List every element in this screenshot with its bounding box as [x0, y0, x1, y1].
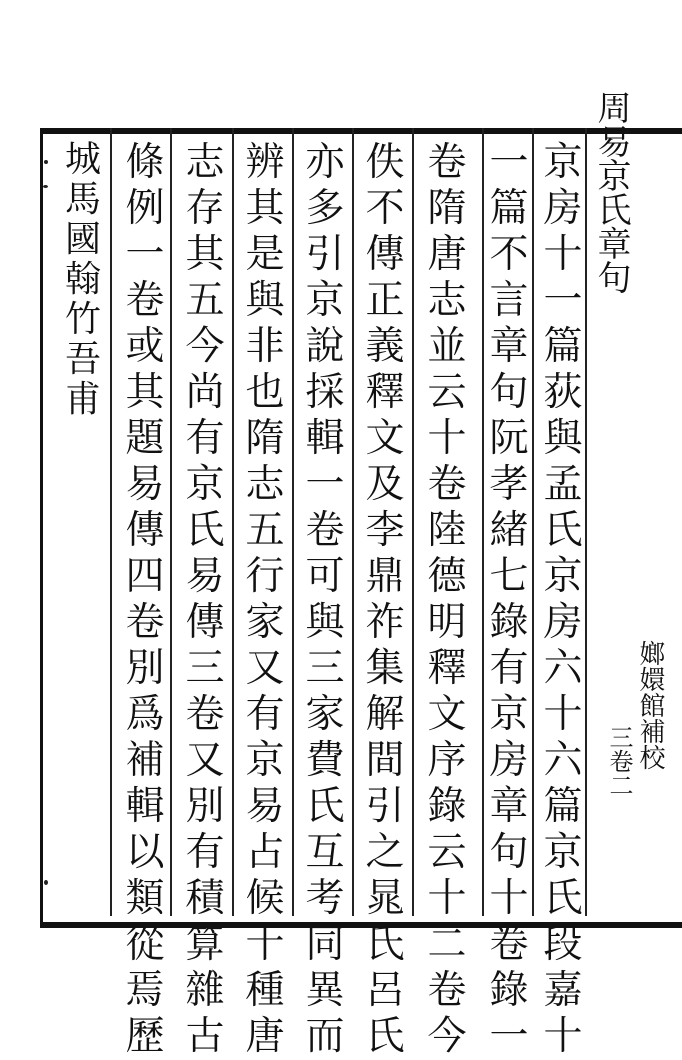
- text-column-2: 一篇不言章句阮孝緒七錄有京房章句十卷錄一: [489, 140, 529, 1059]
- column-rule: [532, 128, 534, 916]
- text-column-5: 亦多引京說採輯一卷可與三家費氏互考同異而: [305, 140, 345, 1059]
- text-column-8: 條例一卷或其題易傳四卷別爲補輯以類從焉歷: [125, 140, 165, 1059]
- volume-label: 三卷二: [605, 725, 633, 797]
- column-rule: [412, 128, 414, 916]
- text-column-3: 卷隋唐志並云十卷陸德明釋文序錄云十二卷今: [427, 140, 467, 1059]
- text-column-4: 佚不傳正義釋文及李鼎祚集解間引之晁氏呂氏: [365, 140, 405, 1059]
- ink-speck: [44, 160, 48, 164]
- text-column-1: 京房十一篇荻與孟氏京房六十六篇京氏段嘉十: [543, 140, 583, 1059]
- column-rule: [292, 128, 294, 916]
- author-signature-column: 城馬國翰竹吾甫: [64, 139, 101, 420]
- column-rule: [110, 128, 112, 916]
- book-title: 周易京氏章句: [591, 90, 631, 294]
- column-rule: [482, 128, 484, 916]
- text-column-6: 辨其是與非也隋志五行家又有京易占候十種唐: [245, 140, 285, 1059]
- column-rule: [352, 128, 354, 916]
- ink-speck: [43, 185, 48, 188]
- ink-speck: [44, 880, 48, 885]
- publisher-label: 嫏嬛館補校: [635, 640, 665, 770]
- text-column-7: 志存其五今尚有京氏易傳三卷又別有積算雜古: [185, 140, 225, 1059]
- column-rule: [170, 128, 172, 916]
- column-rule: [232, 128, 234, 916]
